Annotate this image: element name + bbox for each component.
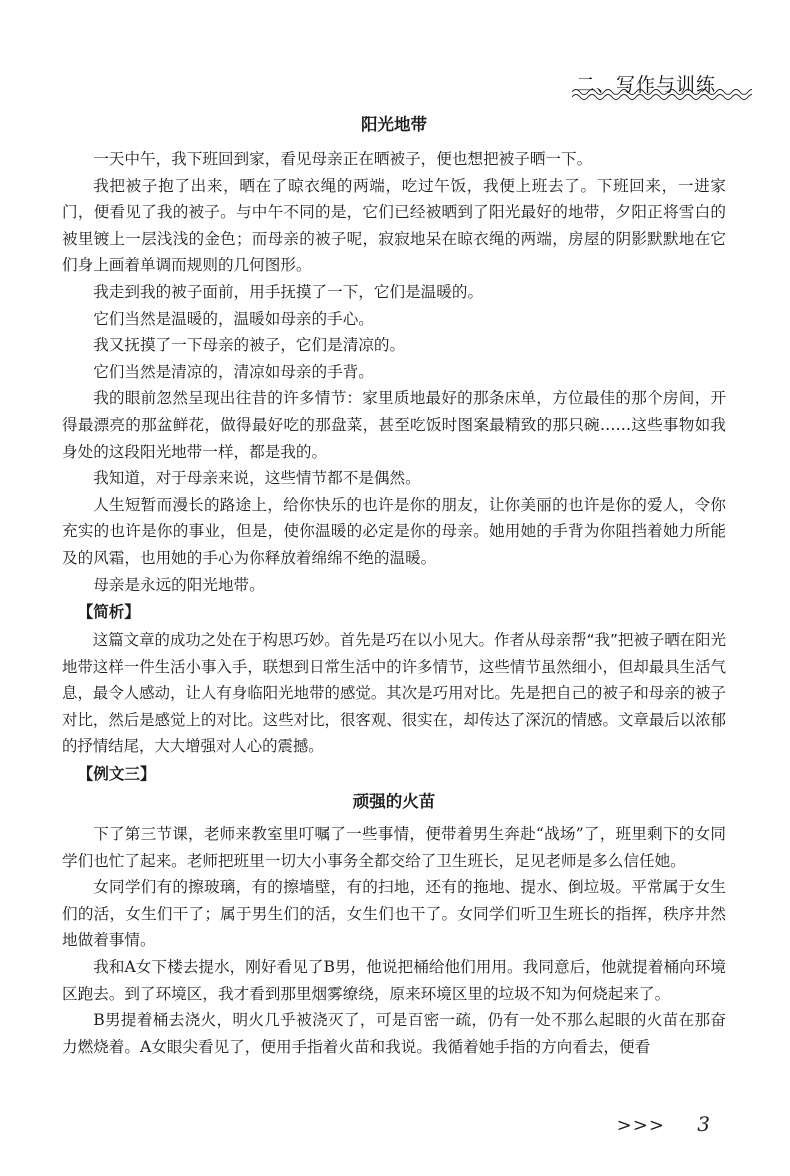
footer-arrow-marker: >>> [616, 1115, 665, 1136]
example-paragraph: 女同学们有的擦玻璃，有的擦墙壁，有的扫地，还有的拖地、提水、倒垃圾。平常属于女生们的活，女生们干了；属于男生们的活，女生们也干了。女同学们听卫生班长的指挥，秩序井然地做着事情。 [62, 878, 726, 950]
page-footer [617, 1112, 710, 1136]
essay-paragraph: 人生短暂而漫长的路途上，给你快乐的也许是你的朋友，让你美丽的也许是你的爱人，令你充实的也许是你的事业，但是，使你温暖的必定是你的母亲。她用她的手背为你阻挡着她力所能及的风霜，也用她的手心为你释放着绵绵不绝的温暖。 [62, 495, 726, 567]
essay-paragraph: 它们当然是清凉的，清凉如母亲的手背。 [93, 362, 374, 381]
essay-paragraph: 我的眼前忽然呈现出往昔的许多情节：家里质地最好的那条床单，方位最佳的那个房间，开得最漂亮的那盆鲜花，做得最好吃的那盘菜，甚至吃饭时图案最精致的那只碗……这些事物如我身处的这段阳光地带一样，都是我的。 [62, 389, 726, 461]
header-section-title: 二、写作与训练 [575, 74, 716, 96]
essay-paragraph: 母亲是永远的阳光地带。 [93, 575, 265, 594]
essay-paragraph: 它们当然是温暖的，温暖如母亲的手心。 [93, 309, 374, 328]
example-paragraph: 下了第三节课，老师来教室里叮嘱了一些事情，便带着男生奔赴“战场”了，班里剩下的女同学们也忙了起来。老师把班里一切大小事务全都交给了卫生班长，足见老师是多么信任她。 [62, 825, 726, 870]
page-content [62, 112, 726, 1060]
header-wave-decoration [572, 86, 752, 102]
essay-paragraph: 我走到我的被子面前，用手抚摸了一下，它们是温暖的。 [93, 282, 484, 301]
example-label: 【例文三】 [77, 765, 156, 784]
analysis-label: 【简析】 [77, 603, 140, 622]
example-paragraph: B男提着桶去浇火，明火几乎被浇灭了，可是百密一疏，仍有一处不那么起眼的火苗在那奋力燃烧着。A女眼尖看见了，便用手指着火苗和我说。我循着她手指的方向看去，便看 [62, 1011, 726, 1056]
example-paragraph: 我和A女下楼去提水，刚好看见了B男，他说把桶给他们用用。我同意后，他就提着桶向环境区跑去。到了环境区，我才看到那里烟雾缭绕，原来环境区里的垃圾不知为何烧起来了。 [62, 958, 726, 1003]
analysis-paragraph: 这篇文章的成功之处在于构思巧妙。首先是巧在以小见大。作者从母亲帮“我”把被子晒在阳光地带这样一件生活小事入手，联想到日常生活中的许多情节，这些情节虽然细小，但却最具生活气息，最令人感动，让人有身临阳光地带的感觉。其次是巧用对比。先是把自己的被子和母亲的被子对比，然后是感觉上的对比。这些对比，很客观、很实在，却传达了深沉的情感。文章最后以浓郁的抒情结尾，大大增强对人心的震撼。 [62, 631, 726, 756]
running-header [572, 70, 752, 98]
page-number: 3 [697, 1112, 710, 1136]
essay-paragraph: 我又抚摸了一下母亲的被子，它们是清凉的。 [93, 336, 406, 355]
example-title: 顽强的火苗 [352, 792, 436, 812]
essay-paragraph: 我知道，对于母亲来说，这些情节都不是偶然。 [93, 469, 421, 488]
essay-paragraph: 我把被子抱了出来，晒在了晾衣绳的两端，吃过午饭，我便上班去了。下班回来，一进家门，便看见了我的被子。与中午不同的是，它们已经被晒到了阳光最好的地带，夕阳正将雪白的被里镀上一层浅浅的金色；而母亲的被子呢，寂寂地呆在晾衣绳的两端，房屋的阴影默默地在它们身上画着单调而规则的几何图形。 [62, 176, 726, 275]
essay-paragraph: 一天中午，我下班回到家，看见母亲正在晒被子，便也想把被子晒一下。 [93, 150, 593, 168]
essay-title: 阳光地带 [361, 115, 427, 134]
